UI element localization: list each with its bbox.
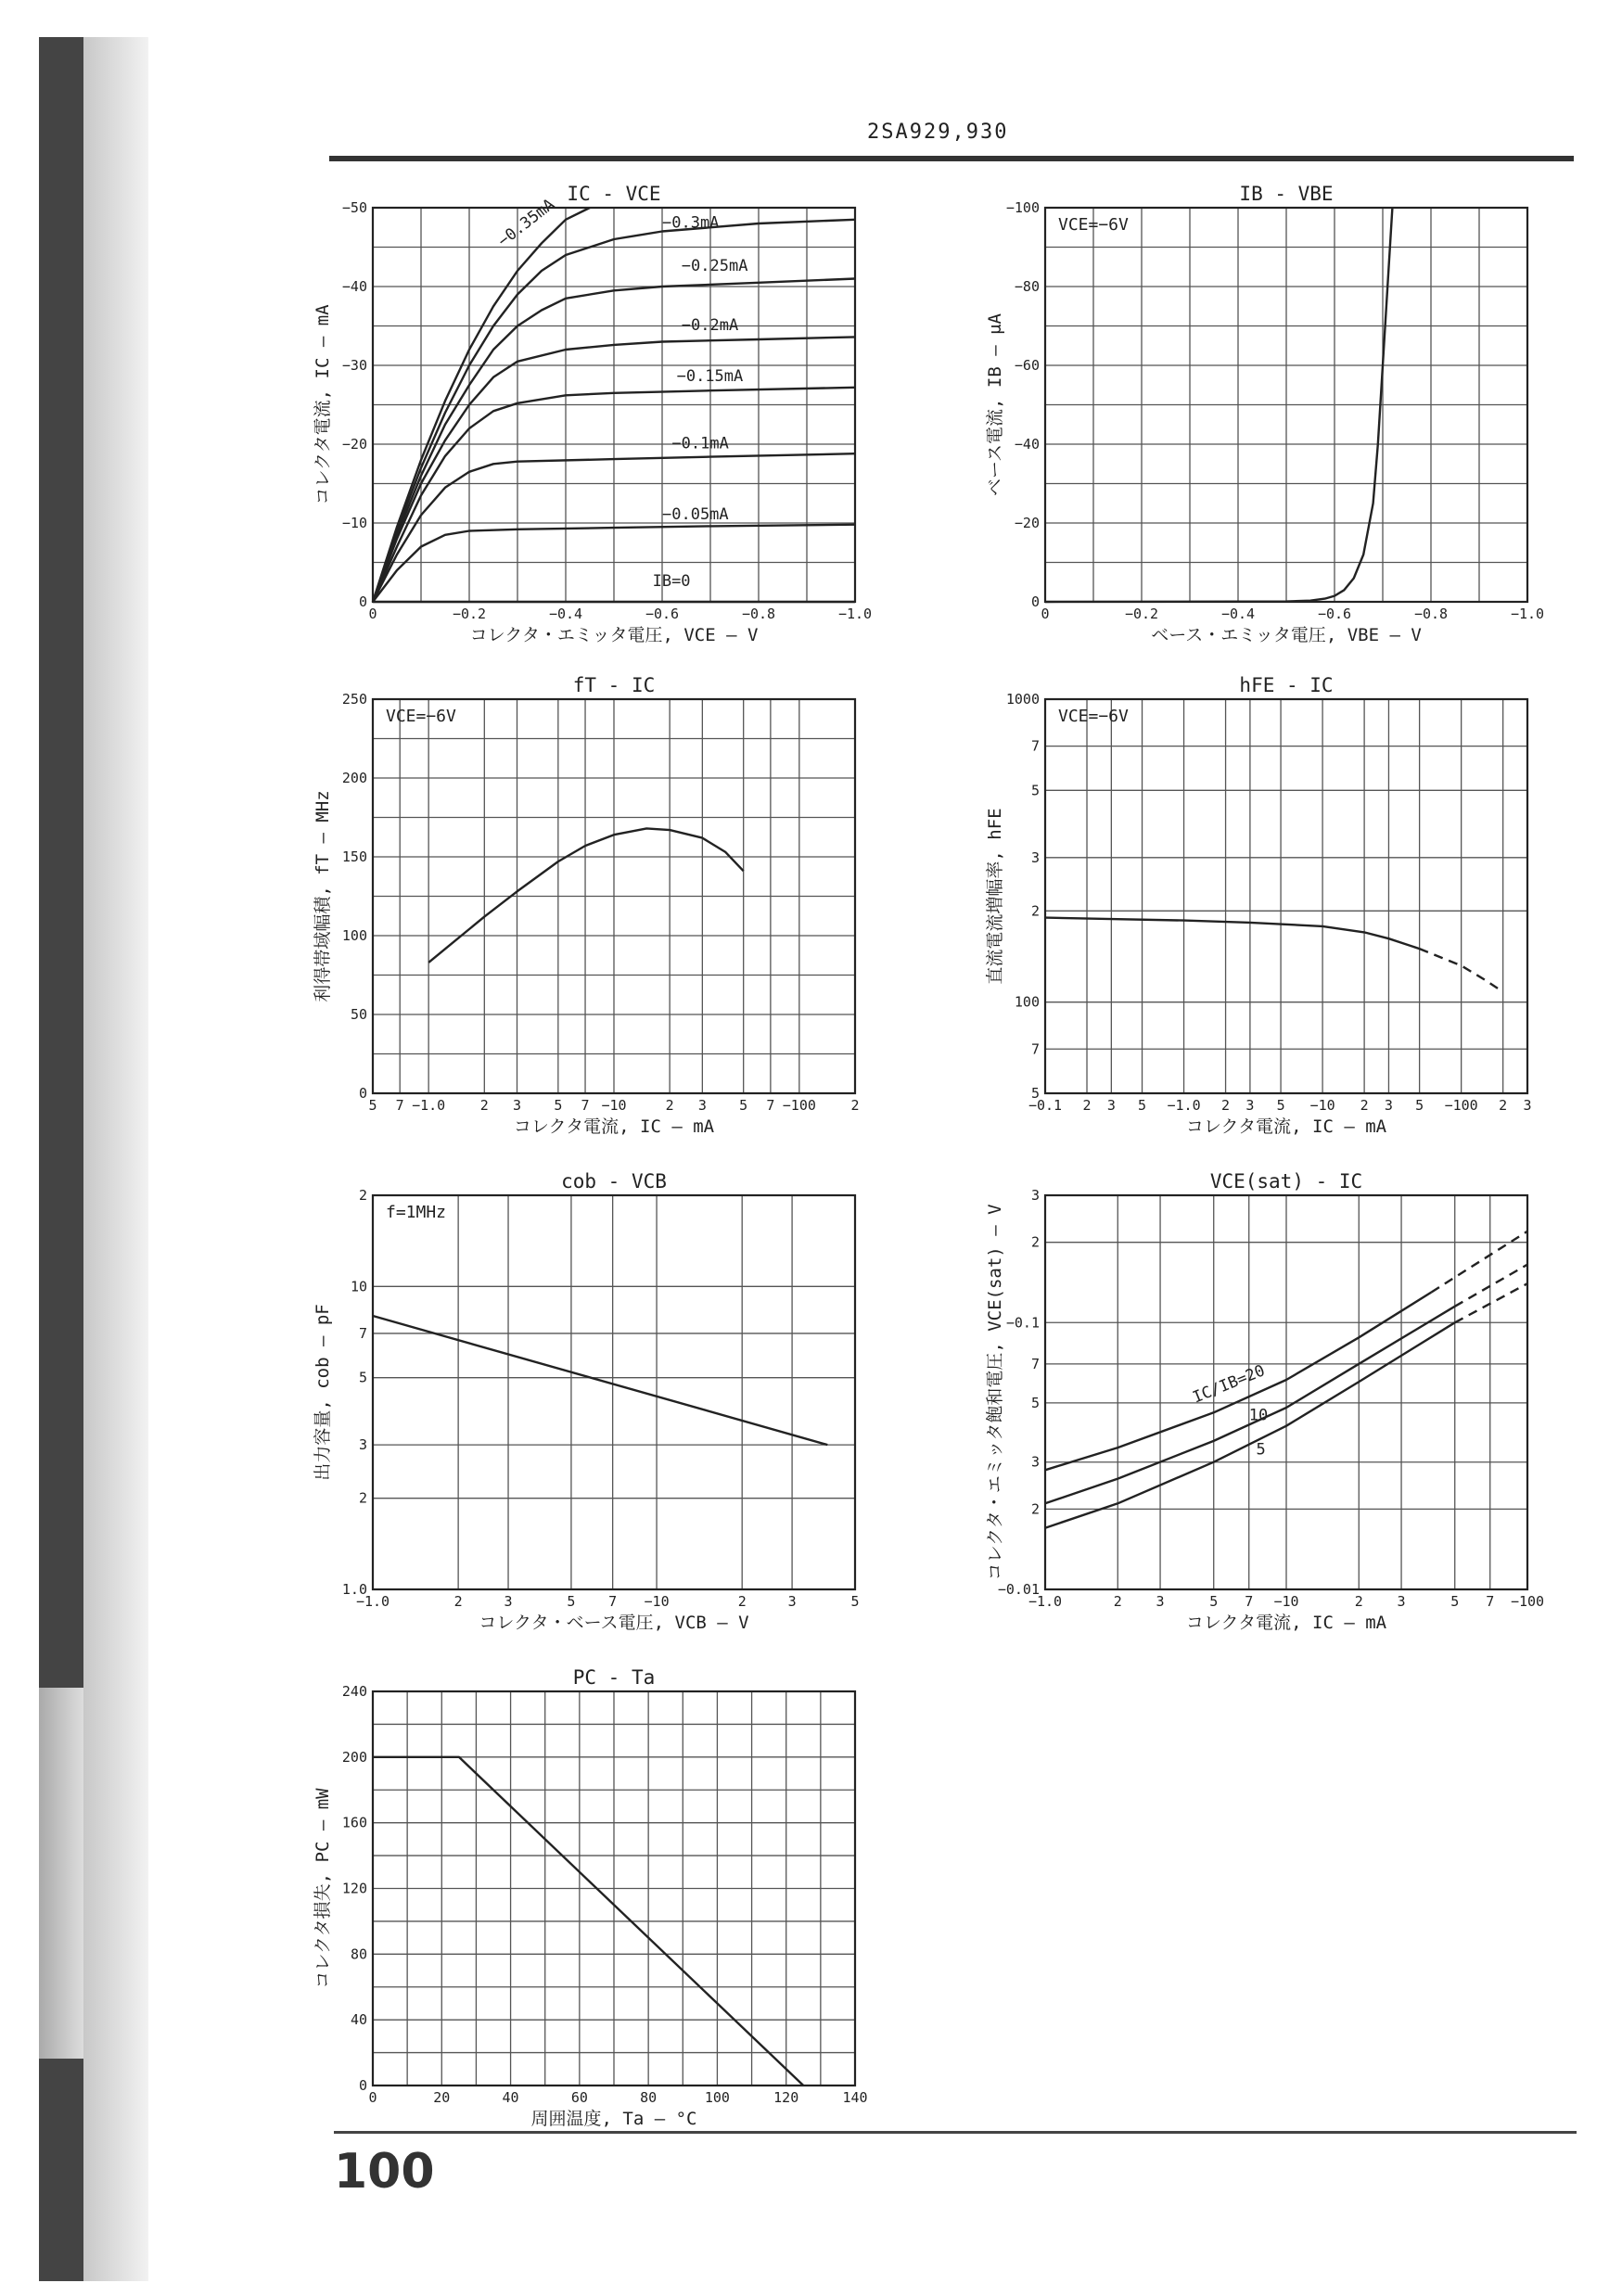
x-tick-label: 2 (1360, 1097, 1369, 1114)
x-tick-label: 2 (850, 1097, 860, 1114)
x-tick-label: 140 (842, 2089, 868, 2106)
y-axis-label: コレクタ損失, PC — mW (313, 1788, 333, 1989)
y-tick-label: 1.0 (341, 1581, 367, 1598)
series-label: −0.2mA (681, 315, 739, 335)
chart-ib-vbe (978, 176, 1572, 677)
x-tick-label: 0 (368, 606, 377, 622)
series-label: IB=0 (652, 572, 691, 591)
y-tick-label: 7 (358, 1324, 367, 1342)
x-tick-label: 3 (1384, 1097, 1393, 1114)
y-tick-label: 200 (341, 770, 367, 786)
chart-svg (306, 1660, 900, 2161)
x-axis-label: コレクタ電流, IC — mA (513, 1116, 715, 1137)
chart-hfe-ic (978, 668, 1572, 1168)
x-tick-label: −100 (782, 1097, 816, 1114)
chart-title: cob - VCB (561, 1170, 667, 1193)
chart-svg (306, 1164, 900, 1665)
y-tick-label: 2 (1030, 1500, 1040, 1518)
x-tick-label: −0.8 (741, 606, 776, 622)
y-tick-label: 3 (1030, 1187, 1040, 1204)
series-line (373, 1316, 827, 1445)
chart-pc-ta (306, 1660, 900, 2161)
chart-ic-vce (306, 176, 900, 677)
series-label: −0.15mA (676, 367, 744, 386)
y-tick-label: 5 (1030, 782, 1040, 799)
chart-title: IC - VCE (567, 183, 661, 205)
x-tick-label: 0 (368, 2089, 377, 2106)
chart-svg (978, 668, 1572, 1168)
x-tick-label: 7 (608, 1593, 618, 1610)
y-tick-label: 5 (1030, 1394, 1040, 1411)
x-tick-label: 5 (1276, 1097, 1285, 1114)
y-tick-label: 0 (358, 2077, 367, 2094)
y-tick-label: 7 (1030, 1355, 1040, 1372)
x-tick-label: −10 (1273, 1593, 1299, 1610)
x-tick-label: 3 (1397, 1593, 1406, 1610)
chart-annotation: VCE=−6V (1058, 215, 1129, 235)
x-tick-label: 5 (1415, 1097, 1424, 1114)
y-tick-label: 5 (1030, 1085, 1040, 1102)
chart-svg (978, 1164, 1572, 1665)
y-tick-label: −0.01 (997, 1581, 1040, 1598)
series-label: −0.05mA (662, 504, 729, 524)
series-label: −0.1mA (671, 434, 729, 453)
x-axis-label: 周囲温度, Ta — °C (530, 2109, 697, 2129)
grid (1045, 1195, 1527, 1589)
y-tick-label: 80 (350, 1945, 367, 1963)
y-tick-label: 120 (341, 1880, 367, 1897)
chart-annotation: f=1MHz (386, 1203, 447, 1222)
chart-title: PC - Ta (572, 1666, 656, 1689)
y-tick-label: 0 (358, 593, 367, 610)
series-line (1045, 1307, 1455, 1504)
binding-edge-highlight (39, 1688, 83, 2059)
x-tick-label: 7 (1245, 1593, 1254, 1610)
x-tick-label: 0 (1041, 606, 1050, 622)
x-tick-label: −0.6 (645, 606, 680, 622)
series-line (1432, 1231, 1528, 1293)
x-tick-label: 80 (640, 2089, 658, 2106)
plot-frame (373, 1195, 855, 1589)
y-tick-label: 3 (1030, 848, 1040, 866)
x-tick-label: 20 (433, 2089, 451, 2106)
x-tick-label: 3 (1106, 1097, 1116, 1114)
series-line (1455, 1283, 1527, 1322)
series-label: IC/IB=20 (1190, 1361, 1268, 1408)
header-rule (329, 156, 1574, 161)
binding-shadow (83, 37, 148, 2281)
series-label: −0.3mA (662, 213, 720, 233)
x-tick-label: 2 (1354, 1593, 1363, 1610)
x-axis-label: コレクタ・エミッタ電圧, VCE — V (469, 625, 759, 645)
y-tick-label: 0 (1030, 593, 1040, 610)
x-tick-label: 5 (850, 1593, 860, 1610)
chart-annotation: VCE=−6V (386, 707, 456, 726)
y-tick-label: −20 (1014, 515, 1040, 531)
y-tick-label: 2 (358, 1489, 367, 1507)
chart-title: IB - VBE (1239, 183, 1334, 205)
y-tick-label: 160 (341, 1814, 367, 1831)
x-tick-label: −100 (1510, 1593, 1545, 1610)
x-tick-label: −1.0 (1167, 1097, 1201, 1114)
series-label: −0.25mA (681, 257, 748, 275)
x-tick-label: −10 (644, 1593, 670, 1610)
chart-ft-ic (306, 668, 900, 1168)
chart-svg (978, 176, 1572, 677)
y-tick-label: −50 (341, 199, 367, 216)
x-tick-label: 5 (1209, 1593, 1219, 1610)
x-tick-label: −0.4 (548, 606, 583, 622)
y-axis-label: 利得帯域幅積, fT — MHz (313, 790, 333, 1002)
y-tick-label: −0.1 (1005, 1314, 1040, 1332)
chart-title: VCE(sat) - IC (1209, 1170, 1363, 1193)
y-tick-label: 100 (341, 927, 367, 944)
x-tick-label: 2 (665, 1097, 674, 1114)
footer-rule (334, 2131, 1577, 2134)
y-tick-label: 0 (358, 1085, 367, 1102)
chart-svg (306, 668, 900, 1168)
x-tick-label: 2 (1221, 1097, 1231, 1114)
y-tick-label: −80 (1014, 278, 1040, 295)
x-tick-label: 3 (504, 1593, 513, 1610)
x-tick-label: 7 (581, 1097, 590, 1114)
chart-svg (306, 176, 900, 677)
y-tick-label: −60 (1014, 357, 1040, 374)
x-axis-label: コレクタ電流, IC — mA (1185, 1613, 1387, 1633)
x-tick-label: 7 (395, 1097, 404, 1114)
series-line (428, 828, 744, 963)
y-tick-label: 2 (358, 1187, 367, 1204)
y-tick-label: 7 (1030, 737, 1040, 755)
x-axis-label: ベース・エミッタ電圧, VBE — V (1151, 625, 1422, 645)
x-tick-label: 7 (1486, 1593, 1495, 1610)
x-tick-label: −100 (1444, 1097, 1478, 1114)
x-tick-label: −0.2 (452, 606, 487, 622)
grid (373, 1691, 855, 2086)
series-label: 5 (1256, 1440, 1266, 1460)
y-tick-label: −40 (1014, 436, 1040, 453)
chart-title: fT - IC (572, 674, 656, 696)
y-tick-label: 200 (341, 1748, 367, 1766)
x-tick-label: −1.0 (1510, 606, 1545, 622)
y-tick-label: 50 (350, 1006, 367, 1023)
x-tick-label: −1.0 (837, 606, 873, 622)
x-tick-label: −0.4 (1220, 606, 1256, 622)
x-tick-label: −0.2 (1124, 606, 1159, 622)
y-tick-label: 3 (1030, 1453, 1040, 1471)
y-tick-label: 2 (1030, 902, 1040, 920)
x-tick-label: 3 (697, 1097, 707, 1114)
chart-vcesat-ic (978, 1164, 1572, 1665)
x-tick-label: 60 (570, 2089, 588, 2106)
chart-cob-vcb (306, 1164, 900, 1665)
y-tick-label: −100 (1005, 199, 1040, 216)
x-axis-label: コレクタ・ベース電圧, VCB — V (479, 1613, 749, 1633)
x-tick-label: 2 (479, 1097, 489, 1114)
y-tick-label: −40 (341, 278, 367, 295)
y-tick-label: 5 (358, 1369, 367, 1386)
y-tick-label: 2 (1030, 1233, 1040, 1251)
x-tick-label: 3 (1245, 1097, 1255, 1114)
x-tick-label: −1.0 (412, 1097, 446, 1114)
chart-annotation: VCE=−6V (1058, 707, 1129, 726)
page-number: 100 (334, 2144, 435, 2200)
x-tick-label: 3 (1156, 1593, 1165, 1610)
x-tick-label: 3 (1523, 1097, 1532, 1114)
x-tick-label: 2 (1113, 1593, 1122, 1610)
x-tick-label: −1.0 (355, 1593, 390, 1610)
y-axis-label: 直流電流増幅率, hFE (985, 808, 1005, 985)
part-number: 2SA929,930 (867, 121, 1009, 144)
y-tick-label: 10 (350, 1278, 367, 1295)
y-axis-label: 出力容量, cob — pF (313, 1304, 333, 1481)
x-tick-label: 5 (368, 1097, 377, 1114)
y-tick-label: 3 (358, 1436, 367, 1454)
x-tick-label: 3 (512, 1097, 522, 1114)
y-tick-label: 100 (1014, 993, 1040, 1011)
grid (373, 208, 855, 602)
y-tick-label: 1000 (1005, 691, 1040, 708)
grid (373, 1195, 855, 1589)
grid (1045, 699, 1527, 1093)
x-tick-label: 5 (739, 1097, 748, 1114)
y-tick-label: 150 (341, 848, 367, 865)
x-tick-label: −1.0 (1028, 1593, 1063, 1610)
grid (1045, 208, 1527, 602)
y-tick-label: −10 (341, 515, 367, 531)
chart-title: hFE - IC (1239, 674, 1334, 696)
grid (373, 699, 855, 1093)
x-tick-label: 7 (766, 1097, 775, 1114)
x-tick-label: 2 (737, 1593, 747, 1610)
y-axis-label: ベース電流, IB — μA (985, 313, 1005, 497)
x-tick-label: −0.8 (1413, 606, 1449, 622)
x-tick-label: 5 (554, 1097, 563, 1114)
x-tick-label: 5 (567, 1593, 576, 1610)
y-axis-label: コレクタ電流, IC — mA (313, 304, 333, 505)
plot-frame (1045, 699, 1527, 1093)
y-tick-label: 7 (1030, 1040, 1040, 1058)
x-tick-label: 2 (1082, 1097, 1092, 1114)
x-tick-label: −10 (1309, 1097, 1335, 1114)
x-tick-label: −0.6 (1317, 606, 1352, 622)
y-tick-label: 250 (341, 691, 367, 708)
x-tick-label: −10 (601, 1097, 627, 1114)
x-tick-label: 100 (704, 2089, 730, 2106)
x-tick-label: 5 (1450, 1593, 1460, 1610)
x-axis-label: コレクタ電流, IC — mA (1185, 1116, 1387, 1137)
series-line (1045, 918, 1420, 950)
y-tick-label: −30 (341, 357, 367, 374)
x-tick-label: 2 (1499, 1097, 1508, 1114)
y-tick-label: −20 (341, 436, 367, 453)
x-tick-label: 5 (1138, 1097, 1147, 1114)
y-axis-label: コレクタ・エミッタ飽和電圧, VCE(sat) — V (985, 1204, 1005, 1581)
x-tick-label: 3 (787, 1593, 797, 1610)
x-tick-label: 40 (502, 2089, 519, 2106)
y-tick-label: 240 (341, 1683, 367, 1700)
series-label: 10 (1248, 1406, 1269, 1425)
y-tick-label: 40 (350, 2011, 367, 2029)
x-tick-label: 2 (453, 1593, 463, 1610)
x-tick-label: −0.1 (1028, 1097, 1063, 1114)
series-label: −0.35mA (494, 195, 558, 251)
x-tick-label: 120 (773, 2089, 799, 2106)
